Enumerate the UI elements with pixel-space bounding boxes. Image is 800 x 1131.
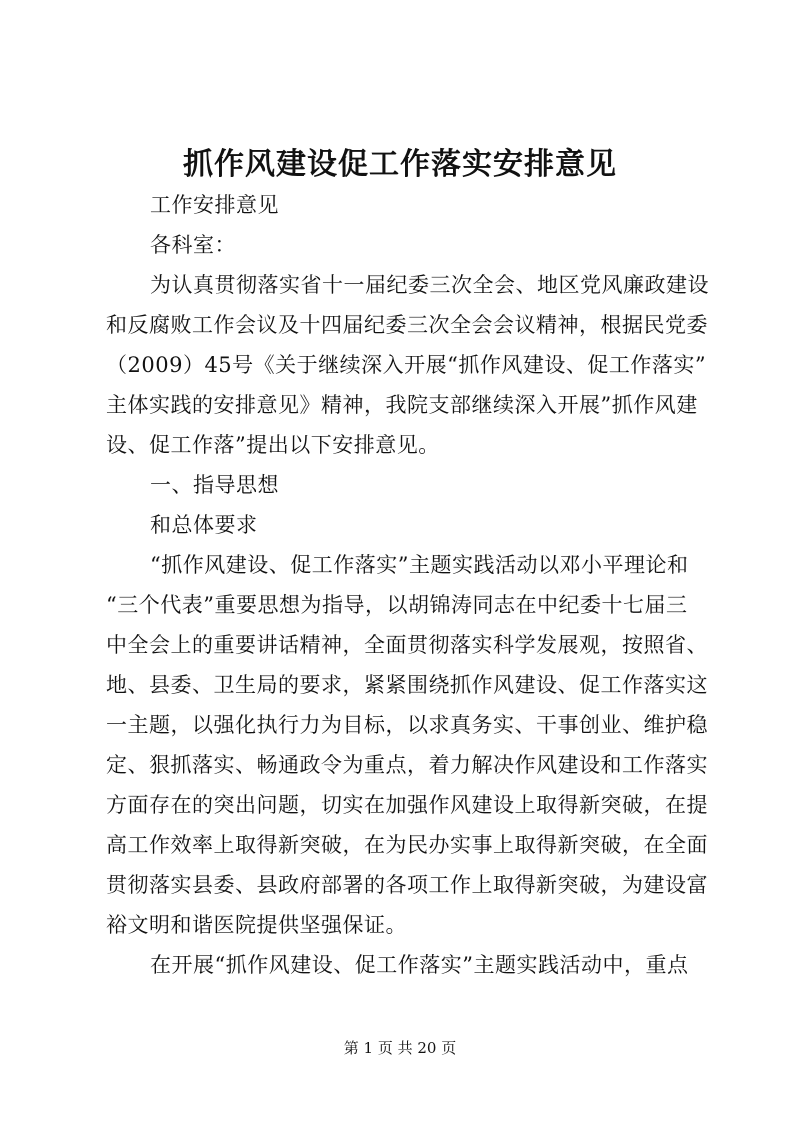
body-line: 工作安排意见	[150, 193, 279, 217]
body-line: 定、狠抓落实、畅通政令为重点，着力解决作风建设和工作落实	[106, 753, 708, 777]
page-footer: 第 1 页 共 20 页	[343, 1039, 457, 1057]
body-line: 一主题，以强化执行力为目标，以求真务实、干事创业、维护稳	[106, 713, 708, 737]
body-line: “三个代表”重要思想为指导，以胡锦涛同志在中纪委十七届三	[106, 593, 688, 617]
body-line: 裕文明和谐医院提供坚强保证。	[106, 913, 407, 937]
document-body	[106, 185, 709, 985]
document-title: 抓作风建设促工作落实安排意见	[183, 147, 617, 182]
body-line: 设、促工作落”提出以下安排意见。	[106, 433, 440, 457]
body-line: 在开展“抓作风建设、促工作落实”主题实践活动中，重点	[150, 953, 689, 977]
body-line: “抓作风建设、促工作落实”主题实践活动以邓小平理论和	[150, 553, 689, 577]
body-line: 高工作效率上取得新突破，在为民办实事上取得新突破，在全面	[106, 833, 708, 857]
body-line: 为认真贯彻落实省十一届纪委三次全会、地区党风廉政建设	[150, 273, 709, 297]
body-line: 主体实践的安排意见》精神，我院支部继续深入开展”抓作风建	[106, 393, 698, 417]
body-line: 地、县委、卫生局的要求，紧紧围绕抓作风建设、促工作落实这	[106, 673, 708, 697]
body-line: 和反腐败工作会议及十四届纪委三次全会会议精神，根据民党委	[106, 313, 708, 337]
body-line: 一、指导思想	[150, 473, 279, 497]
body-line: 和总体要求	[150, 513, 258, 537]
body-line: 方面存在的突出问题，切实在加强作风建设上取得新突破，在提	[106, 793, 708, 817]
body-line: 中全会上的重要讲话精神，全面贯彻落实科学发展观，按照省、	[106, 633, 708, 657]
body-line: （2009）45号《关于继续深入开展“抓作风建设、促工作落实”	[106, 353, 707, 377]
body-line: 各科室：	[150, 233, 236, 257]
body-line: 贯彻落实县委、县政府部署的各项工作上取得新突破，为建设富	[106, 873, 708, 897]
